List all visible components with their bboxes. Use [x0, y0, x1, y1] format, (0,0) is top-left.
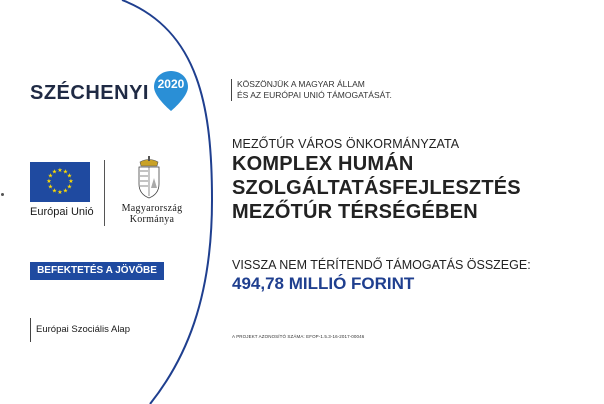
svg-text:★: ★: [62, 168, 69, 176]
hungarian-coat-of-arms-icon: [133, 156, 165, 200]
eu-flag-icon: [30, 162, 90, 202]
thanks-note: [231, 79, 392, 101]
svg-text:★: ★: [66, 172, 73, 180]
support-amount-label: VISSZA NEM TÉRÍTENDŐ TÁMOGATÁS ÖSSZEGE:: [232, 258, 531, 272]
project-title-line2: SZOLGÁLTATÁSFEJLESZTÉS: [232, 177, 521, 199]
investment-badge: BEFEKTETÉS A JÖVŐBE: [30, 262, 164, 280]
svg-text:★: ★: [51, 187, 58, 195]
project-id: A PROJEKT AZONOSÍTÓ SZÁMA: EFOP-1.5.3-16-2017-00046: [232, 334, 365, 339]
svg-text:★: ★: [66, 183, 73, 191]
svg-text:★: ★: [62, 187, 69, 195]
szechenyi-wordmark: SZÉCHENYI: [30, 81, 149, 104]
government-label: [108, 203, 196, 225]
svg-text:★: ★: [51, 168, 58, 176]
map-pin-icon: [152, 69, 190, 113]
svg-text:★: ★: [57, 189, 63, 196]
svg-text:★: ★: [57, 167, 63, 174]
project-title-line3: MEZŐTÚR TÉRSÉGÉBEN: [232, 201, 478, 223]
thanks-line1: KÖSZÖNJÜK A MAGYAR ÁLLAM: [237, 79, 365, 89]
esf-label: Európai Szociális Alap: [30, 318, 130, 342]
project-title-line1: KOMPLEX HUMÁN: [232, 153, 414, 175]
svg-text:★: ★: [68, 178, 74, 185]
project-title: [232, 152, 521, 224]
szechenyi-2020-logo: [30, 73, 190, 113]
government-label-line2: Kormánya: [129, 214, 175, 225]
edge-dot: [1, 193, 4, 196]
logo-divider: [104, 160, 105, 226]
thanks-line2: ÉS AZ EURÓPAI UNIÓ TÁMOGATÁSÁT.: [237, 90, 392, 100]
organization-name: MEZŐTÚR VÁROS ÖNKORMÁNYZATA: [232, 137, 460, 151]
eu-label: Európai Unió: [30, 206, 94, 218]
svg-text:★: ★: [47, 183, 54, 191]
svg-text:★: ★: [47, 172, 54, 180]
government-label-line1: Magyarország: [121, 203, 183, 214]
support-amount: 494,78 MILLIÓ FORINT: [232, 274, 415, 293]
szechenyi-year: 2020: [157, 77, 185, 91]
svg-text:★: ★: [46, 178, 52, 185]
